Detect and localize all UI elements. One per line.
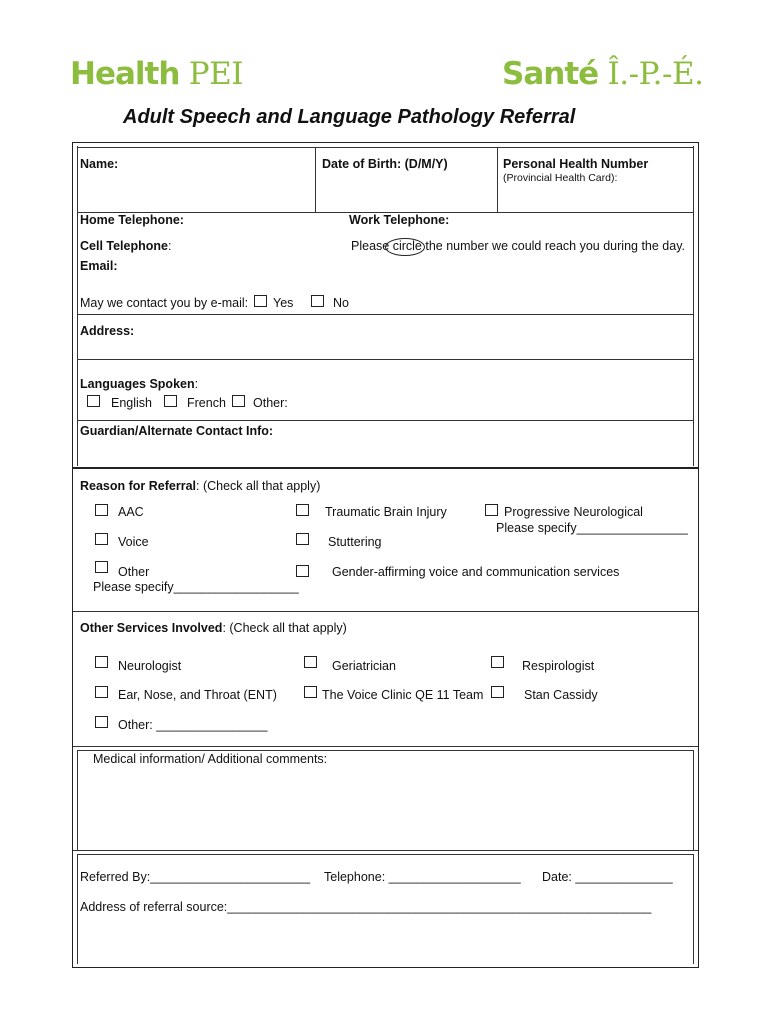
medical-inner-left <box>77 750 78 850</box>
other-service-label: Other: ________________ <box>118 718 268 732</box>
gender-affirming-checkbox[interactable] <box>296 565 309 577</box>
logo-sante-word: Santé <box>502 56 599 92</box>
guardian-label: Guardian/Alternate Contact Info: <box>80 424 274 438</box>
geriatrician-checkbox[interactable] <box>304 656 317 668</box>
languages-colon: : <box>194 377 199 391</box>
respirologist-label: Respirologist <box>522 659 595 673</box>
name-label: Name: <box>80 157 119 171</box>
reason-heading-text: Reason for Referral <box>80 479 197 493</box>
other-reason-specify: Please specify__________________ <box>93 580 299 594</box>
row-divider-3 <box>77 359 694 360</box>
inner-border-right <box>693 146 694 466</box>
row-divider-4 <box>77 420 694 421</box>
row-divider-7 <box>73 850 698 851</box>
email-no-checkbox[interactable] <box>311 295 324 307</box>
neurologist-checkbox[interactable] <box>95 656 108 668</box>
sante-ipe-logo <box>502 56 704 92</box>
respirologist-checkbox[interactable] <box>491 656 504 668</box>
referral-inner-top <box>77 854 694 855</box>
other-reason-checkbox[interactable] <box>95 561 108 573</box>
other-language-checkbox[interactable] <box>232 395 245 407</box>
french-label: French <box>187 396 226 410</box>
logo-health-word: Health <box>70 56 180 92</box>
circle-mark-icon <box>385 238 425 256</box>
gender-affirming-label: Gender-affirming voice and communication services <box>332 565 620 579</box>
reach-note-rest: the number we could reach you during the day. <box>421 239 685 253</box>
stuttering-checkbox[interactable] <box>296 533 309 545</box>
row-divider-6 <box>73 746 698 747</box>
aac-label: AAC <box>118 505 144 519</box>
other-service-checkbox[interactable] <box>95 716 108 728</box>
referral-inner-left <box>77 854 78 964</box>
languages-text: Languages Spoken <box>80 377 195 391</box>
phn-label: Personal Health Number <box>503 157 649 171</box>
voice-clinic-label: The Voice Clinic QE 11 Team <box>322 688 484 702</box>
referral-inner-right <box>693 854 694 964</box>
other-language-label: Other: <box>253 396 288 410</box>
dob-label: Date of Birth: (D/M/Y) <box>322 157 448 171</box>
inner-border-top <box>77 147 694 148</box>
services-heading <box>80 621 347 635</box>
neurologist-label: Neurologist <box>118 659 182 673</box>
tbi-checkbox[interactable] <box>296 504 309 516</box>
geriatrician-label: Geriatrician <box>332 659 396 673</box>
row-divider-5 <box>73 611 698 612</box>
referral-address-field: Address of referral source:_____________________________________________________________ <box>80 900 652 914</box>
voice-clinic-checkbox[interactable] <box>304 686 317 698</box>
reason-heading <box>80 479 320 493</box>
work-telephone-label: Work Telephone: <box>349 213 450 227</box>
health-pei-logo <box>70 56 243 92</box>
referral-date-field: Date: ______________ <box>542 870 673 884</box>
logo-ipe-word: Î.-P.-É. <box>607 56 704 92</box>
inner-border-left <box>77 146 78 466</box>
ent-checkbox[interactable] <box>95 686 108 698</box>
french-checkbox[interactable] <box>164 395 177 407</box>
medical-inner-right <box>693 750 694 850</box>
phn-sub-label: (Provincial Health Card): <box>503 172 618 184</box>
home-telephone-label: Home Telephone: <box>80 213 184 227</box>
progressive-neuro-checkbox[interactable] <box>485 504 498 516</box>
medical-inner-top <box>77 750 694 751</box>
voice-label: Voice <box>118 535 149 549</box>
row-divider-2 <box>77 314 694 315</box>
progressive-neuro-specify: Please specify________________ <box>496 521 688 535</box>
email-contact-question: May we contact you by e-mail: <box>80 296 249 310</box>
progressive-neuro-label: Progressive Neurological <box>504 505 643 519</box>
english-checkbox[interactable] <box>87 395 100 407</box>
cell-telephone-colon: : <box>167 239 172 253</box>
cell-telephone-label <box>80 239 171 253</box>
stuttering-label: Stuttering <box>328 535 382 549</box>
email-yes-checkbox[interactable] <box>254 295 267 307</box>
english-label: English <box>111 396 152 410</box>
reach-note-circle-text: Please circle <box>351 239 422 253</box>
divider-dob-phn <box>497 148 498 212</box>
languages-label <box>80 377 198 391</box>
medical-info-label: Medical information/ Additional comments: <box>93 752 328 766</box>
divider-name-dob <box>315 148 316 212</box>
cell-telephone-text: Cell Telephone <box>80 239 168 253</box>
services-heading-note: : (Check all that apply) <box>222 621 347 635</box>
other-reason-label: Other <box>118 565 150 579</box>
logo-pei-word: PEI <box>188 56 243 92</box>
email-no-label: No <box>333 296 349 310</box>
ent-label: Ear, Nose, and Throat (ENT) <box>118 688 277 702</box>
aac-checkbox[interactable] <box>95 504 108 516</box>
reason-heading-note: : (Check all that apply) <box>196 479 321 493</box>
stan-cassidy-label: Stan Cassidy <box>524 688 598 702</box>
stan-cassidy-checkbox[interactable] <box>491 686 504 698</box>
email-yes-label: Yes <box>273 296 294 310</box>
form-title: Adult Speech and Language Pathology Referral <box>123 106 576 128</box>
voice-checkbox[interactable] <box>95 533 108 545</box>
services-heading-text: Other Services Involved <box>80 621 223 635</box>
tbi-label: Traumatic Brain Injury <box>325 505 447 519</box>
email-label: Email: <box>80 259 118 273</box>
address-label: Address: <box>80 324 135 338</box>
referral-telephone-field: Telephone: ___________________ <box>324 870 521 884</box>
referred-by-field: Referred By:_______________________ <box>80 870 311 884</box>
